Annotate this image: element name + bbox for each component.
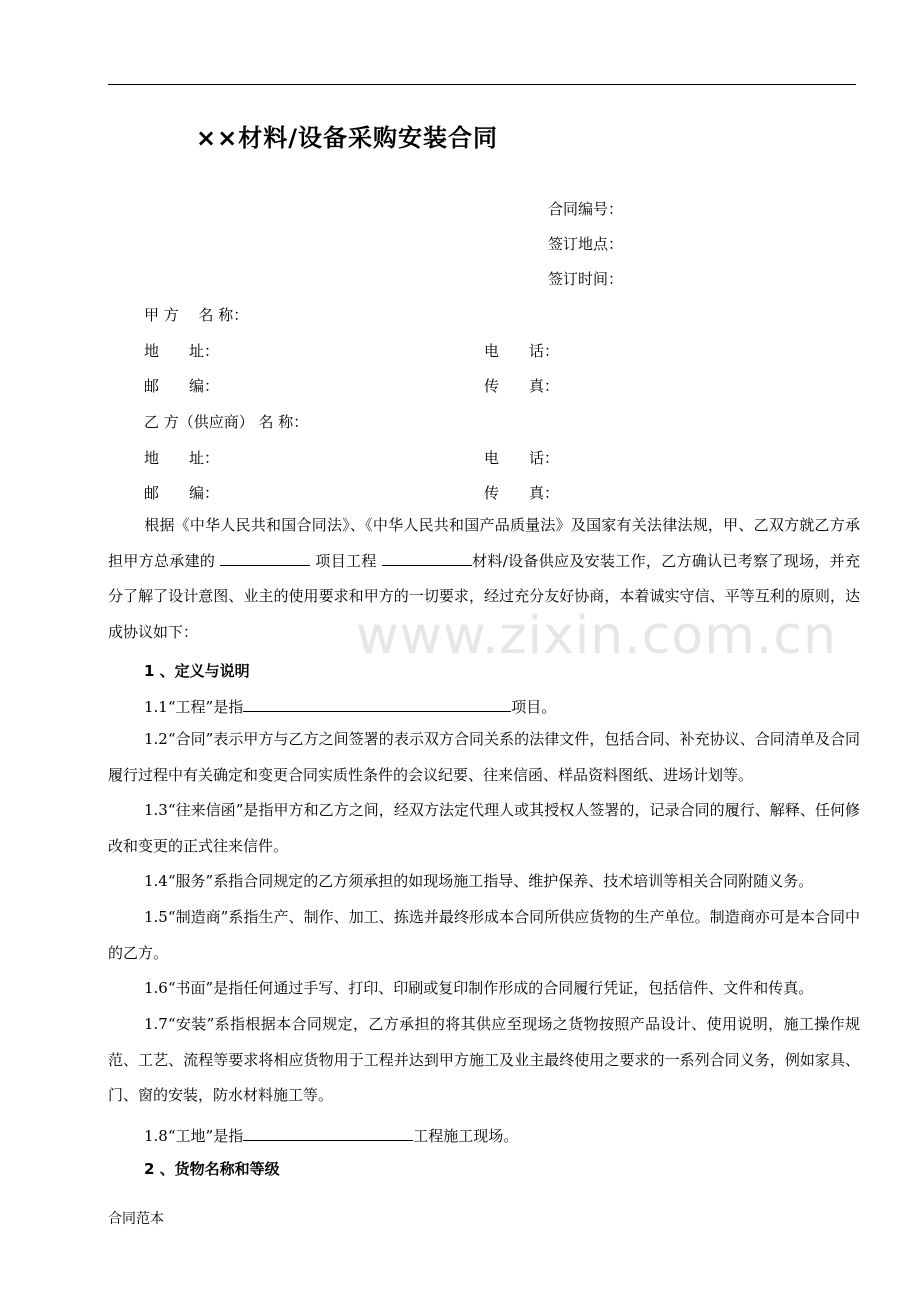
preamble-part2: 项目工程	[315, 551, 377, 570]
document-title: ××材料/设备采购安装合同	[196, 124, 498, 152]
clause-1-1-suffix: 项目。	[511, 698, 557, 716]
clause-1-8	[144, 1124, 518, 1146]
preamble-part3: 材料/设备供应及安装工作，乙方确认已考察了现场，并充分了解了设计意图、业主的使用要求和甲方的一切要求，经过充分友好协商，本着诚实守信、平等互利的原则，达成协议如下：	[108, 551, 860, 641]
party-b-postcode: 邮 编：	[144, 484, 220, 502]
header-rule	[108, 84, 856, 85]
clause-1-7	[108, 1007, 860, 1114]
clause-1-1	[144, 695, 556, 717]
clause-1-8-suffix: 工程施工现场。	[413, 1127, 519, 1145]
clause-1-2-text: 1.2“合同”表示甲方与乙方之间签署的表示双方合同关系的法律文件，包括合同、补充协议、合同清单及合同履行过程中有关确定和变更合同实质性条件的会议纪要、往来信函、样品资料图纸、进场计划等。	[108, 730, 860, 784]
clause-1-5-text: 1.5“制造商”系指生产、制作、加工、拣选并最终形成本合同所供应货物的生产单位。制造商亦可是本合同中的乙方。	[108, 908, 860, 962]
clause-1-8-text: 1.8“工地”是指	[144, 1127, 244, 1145]
clause-1-6-text: 1.6“书面”是指任何通过手写、打印、印刷或复印制作形成的合同履行凭证，包括信件、文件和传真。	[144, 979, 814, 997]
party-a-address: 地 址：	[144, 342, 220, 360]
page-footer: 合同范本	[108, 1211, 164, 1227]
party-a-name: 甲 方 名 称：	[144, 306, 249, 324]
sign-time-label: 签订时间：	[548, 270, 624, 288]
clause-1-4-text: 1.4“服务”系指合同规定的乙方须承担的如现场施工指导、维护保养、技术培训等相关合同附随义务。	[144, 872, 814, 890]
party-a-postcode: 邮 编：	[144, 377, 220, 395]
party-b-fax: 传 真：	[484, 484, 560, 502]
clause-1-3-text: 1.3“往来信函”是指甲方和乙方之间，经双方法定代理人或其授权人签署的，记录合同的履行、解释、任何修改和变更的正式往来信件。	[108, 801, 860, 855]
project-blank-2	[382, 549, 472, 566]
preamble-part1: 根据《中华人民共和国合同法》、《中华人民共和国产品质量法》及国家有关法律法规，甲、乙双方就乙方承担甲方总承建的	[108, 516, 860, 570]
watermark: www.zixin.com.cn	[356, 606, 837, 666]
clause-1-6	[108, 971, 860, 1007]
site-blank	[243, 1124, 413, 1141]
clause-1-1-text: 1.1“工程”是指	[144, 698, 244, 716]
clause-1-2	[108, 722, 860, 793]
clause-1-5	[108, 900, 860, 971]
clause-1-3	[108, 793, 860, 864]
project-blank	[220, 549, 310, 566]
party-b-phone: 电 话：	[484, 449, 560, 467]
section-1-heading: 1 、定义与说明	[144, 662, 250, 680]
party-b-name: 乙 方（供应商） 名 称：	[144, 413, 309, 431]
section-2-heading: 2 、货物名称和等级	[144, 1160, 280, 1178]
sign-place-label: 签订地点：	[548, 235, 624, 253]
engineering-blank	[243, 695, 511, 712]
contract-number-label: 合同编号：	[548, 200, 624, 218]
party-a-fax: 传 真：	[484, 377, 560, 395]
clause-1-4	[108, 864, 860, 900]
party-a-phone: 电 话：	[484, 342, 560, 360]
clause-1-7-text: 1.7“安装”系指根据本合同规定，乙方承担的将其供应至现场之货物按照产品设计、使用说明，施工操作规范、工艺、流程等要求将相应货物用于工程并达到甲方施工及业主最终使用之要求的一系列合同义务，例如家具、门、窗的安装，防水材料施工等。	[108, 1015, 860, 1104]
party-b-address: 地 址：	[144, 449, 220, 467]
